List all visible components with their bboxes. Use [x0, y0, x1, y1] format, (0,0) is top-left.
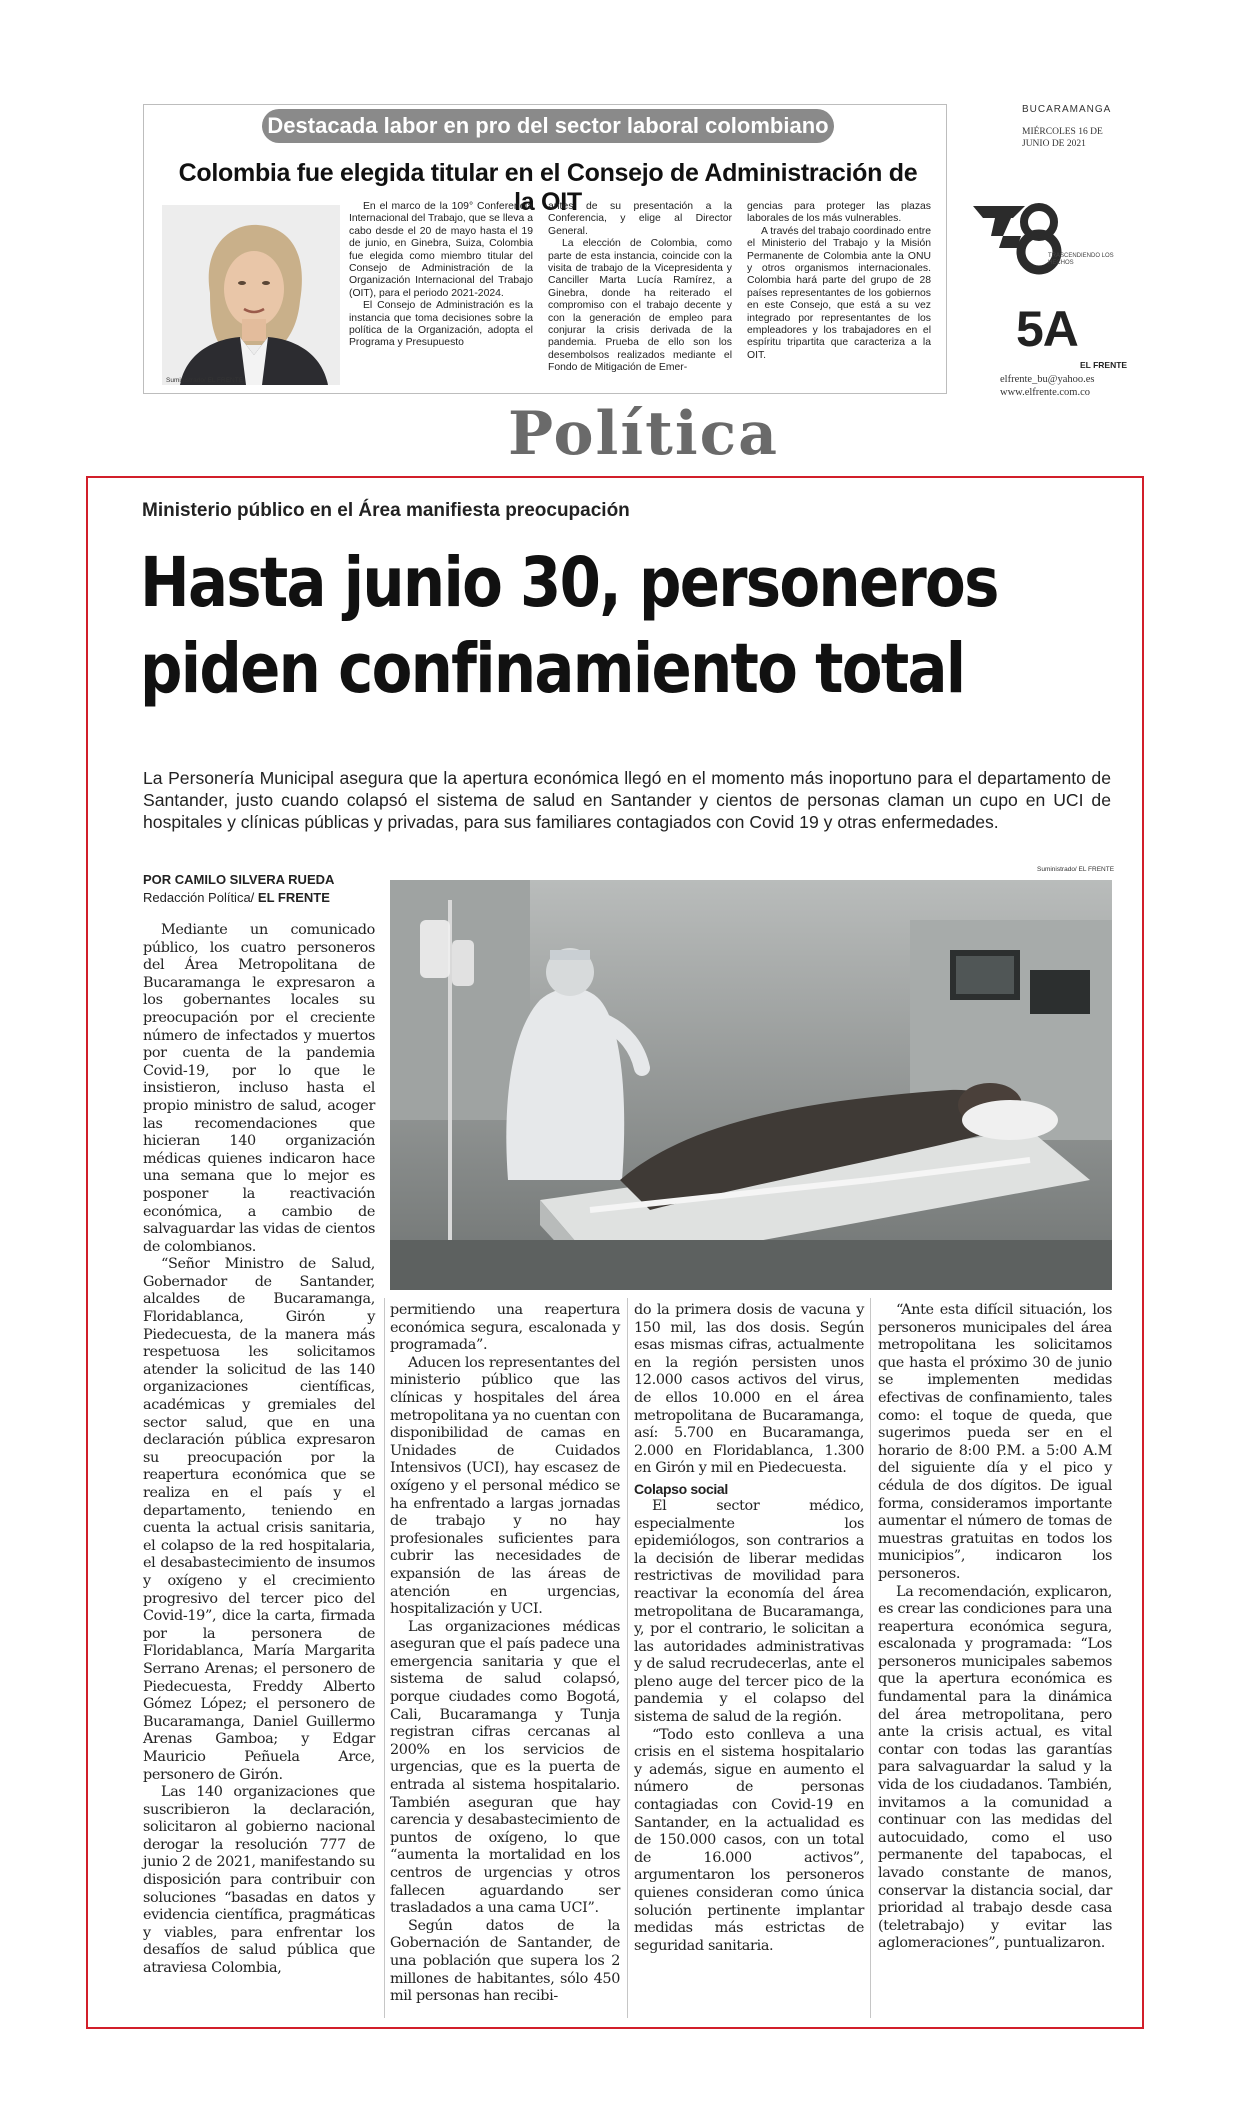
byline: POR CAMILO SILVERA RUEDA — [143, 872, 335, 887]
top-story-column-1 — [349, 201, 533, 350]
paragraph: Las organizaciones médicas aseguran que el país padece una emergencia sanitaria y que el sistema de salud colapsó, porque ciudades como Bogotá, Cali, Bucaramanga y Tunja registran cifras cercanas al 200% en los servicios de urgencias, que es la puerta de entrada al sistema hospitalario. También aseguran que hay carencia y desabastecimiento de puntos de oxígeno, lo que “aumenta la mortalidad en los centros de urgencias y otros fallecen aguardando ser trasladados a una cama UCI”. — [390, 1618, 620, 1917]
paragraph: Las 140 organizaciones que suscribieron la declaración, solicitaron al gobierno nacional derogar la resolución 777 de junio 2 de 2021, manifestando su disposición para contribuir con soluciones “basadas en datos y evidencia científica, pragmáticas y viables, para enfrentar los desafíos de salud pública que atraviesa Colombia, — [143, 1784, 375, 1977]
column-rule — [384, 1298, 385, 2018]
headline-line-2: piden confinamiento total — [140, 629, 965, 709]
paragraph: antes de su presentación a la Conferencia, y elige al Director General. — [548, 201, 732, 237]
icu-photo — [390, 880, 1112, 1290]
article-column-1 — [143, 922, 375, 1978]
masthead-paper-name: EL FRENTE — [1080, 360, 1128, 370]
paragraph: La recomendación, explicaron, es crear las condiciones para una reapertura económica segura, escalonada y programada: “Los personeros municipales sabemos que la apertura económica es fundamental para la dinámica del área metropolitana, pero ante la crisis actual, es vital contar con todas las garantías para salvaguardar la salud y la vida de los ciudadanos. También, invitamos a la comunidad a continuar con las medidas del autocuidado, como el uso permanente del tapabocas, el lavado constante de manos, conservar la distancia social, dar prioridad al trabajo desde casa (teletrabajo) y evitar las aglomeraciones”, puntualizaron. — [878, 1583, 1112, 1952]
paragraph: El sector médico, especialmente los epidemiólogos, son contrarios a la decisión de liberar medidas restrictivas de movilidad para reactivar la economía del área metropolitana de Bucaramanga, y, por el contrario, le solicitan a las autoridades administrativas y de salud recrudecerlas, ante el pleno auge del tercer pico de la pandemia y el colapso del sistema de salud de la región. — [634, 1497, 864, 1726]
paragraph: Aducen los representantes del ministerio público que las clínicas y hospitales del área metropolitana ya no cuentan con disponibilidad de camas en Unidades de Cuidados Intensivos (UCI), hay escasez de oxígeno y el personal médico se ha enfrentado a largas jornadas de trabajo y no hay profesionales suficientes para cubrir las necesidades de expansión de las áreas de atención en urgencias, hospitalización y UCI. — [390, 1354, 620, 1618]
paragraph: Mediante un comunicado público, los cuatro personeros del Área Metropolitana de Bucaramanga le expresaron a los gobernantes locales su preocupación por el creciente número de infectados y muertos por cuenta de la pandemia Covid-19, por lo que le insistieron, incluso hasta el propio ministro de salud, acoger las recomendaciones que hicieran 140 organización médicas quienes indicaron hace una semana que lo mejor es posponer la reactivación económica, a cambio de salvaguardar las vidas de cientos de colombianos. — [143, 922, 375, 1255]
paragraph: gencias para proteger las plazas laborales de los más vulnerables. — [747, 201, 931, 225]
desk-paper: EL FRENTE — [257, 890, 330, 905]
icu-scene-image — [390, 880, 1112, 1290]
article-overline: Ministerio público en el Área manifiesta preocupación — [142, 500, 630, 521]
paragraph: En el marco de la 109° Conferencia Internacional del Trabajo, que se lleva a cabo desde el 20 de mayo hasta el 19 de junio, en Ginebra, Suiza, Colombia fue elegida como miembro titular del Consejo de Administración de la Organización Internacional del Trabajo (OIT), para el periodo 2021-2024. — [349, 201, 533, 299]
masthead-city: BUCARAMANGA — [1022, 104, 1112, 115]
main-photo-credit: Suministrado/ EL FRENTE — [1037, 866, 1115, 873]
article-column-4 — [878, 1302, 1112, 1953]
top-story-kicker: Destacada labor en pro del sector laboral colombiano — [262, 109, 834, 143]
masthead-tagline: TRASCENDIENDO LOS HECHOS — [1048, 253, 1114, 266]
byline-desk — [143, 890, 330, 905]
paragraph: “Señor Ministro de Salud, Gobernador de Santander, alcaldes de Bucaramanga, Floridablanca, Girón y Piedecuesta, de la manera más respetuosa les solicitamos atender la solicitud de las 140 organizaciones científicas, académicas y gremiales del sector salud, que en una declaración pública expresaron su preocupación por la reapertura económica que se realiza en el país y el departamento, teniendo en cuenta la actual crisis sanitaria, el colapso de la red hospitalaria, el desabastecimiento de insumos y oxígeno y el crecimiento progresivo del tercer pico del Covid-19”, dice la carta, firmada por la personera de Floridablanca, María Margarita Serrano Arenas; el personero de Piedecuesta, Freddy Alberto Gómez López; el personero de Bucaramanga, Daniel Guillermo Arenas Gamboa; y Edgar Mauricio Peñuela Arce, personero de Girón. — [143, 1256, 375, 1783]
section-title: Política — [508, 399, 780, 469]
subheading: Colapso social — [634, 1480, 728, 1497]
article-column-2 — [390, 1302, 620, 2006]
paragraph: La elección de Colombia, como parte de esta instancia, coincide con la visita de trabajo de la Vicepresidenta y Canciller Marta Lucía Ramírez, a Ginebra, donde ha reiterado el compromiso con el trabajo decente y con la generación de empleo para conjurar la crisis derivada de la pandemia. Prueba de ello son los desembolsos realizados mediante el Fondo de Mitigación de Emer- — [548, 238, 732, 374]
masthead-website: www.elfrente.com.co — [1000, 387, 1090, 398]
top-story-headline: Colombia fue elegida titular en el Consejo de Administración de la OIT — [178, 159, 918, 216]
masthead-email: elfrente_bu@yahoo.es — [1000, 374, 1095, 385]
paragraph: “Todo esto conlleva a una crisis en el sistema hospitalario y además, sigue en aumento el número de personas contagiadas con Covid-19 en Santander, en la actualidad es de 150.000 casos, con un total de 16.000 activos”, argumentaron los personeros quienes consideran como única solución pertinente implantar medidas más estrictas de seguridad sanitaria. — [634, 1726, 864, 1954]
paragraph: permitiendo una reapertura económica segura, escalonada y programada”. — [390, 1302, 620, 1354]
top-photo-credit: Suministrado/ EL FRENTE — [166, 377, 244, 384]
portrait-photo — [162, 205, 340, 385]
top-story-column-2 — [548, 201, 732, 375]
article-column-3 — [634, 1302, 864, 1955]
paragraph: do la primera dosis de vacuna y 150 mil, las dos dosis. Según esas mismas cifras, actualmente en la región persisten unos 12.000 casos activos del virus, de ellos 10.000 en el área metropolitana de Bucaramanga, así: 5.700 en Bucaramanga, 2.000 en Floridablanca, 1.300 en Girón y mil en Piedecuesta. — [634, 1302, 864, 1477]
column-rule — [627, 1298, 628, 2018]
headline-line-1: Hasta junio 30, personeros — [140, 543, 998, 623]
article-deck: La Personería Municipal asegura que la apertura económica llegó en el momento más inoportuno para el departamento de Santander, justo cuando colapsó el sistema de salud en Santander y cientos de personas claman un cupo en UCI de hospitales y clínicas públicas y privadas, para sus familiares contagiados con Covid 19 y otras enfermedades. — [143, 768, 1111, 832]
top-story-column-3 — [747, 201, 931, 362]
page-number: 5A — [1016, 301, 1078, 357]
column-rule — [870, 1298, 871, 2018]
desk-label: Redacción Política/ — [143, 890, 255, 905]
article-headline — [140, 540, 998, 712]
top-story-box — [143, 104, 947, 394]
portrait-image — [162, 205, 340, 385]
masthead-date: MIÉRCOLES 16 DE JUNIO DE 2021 — [1022, 127, 1103, 149]
paragraph: Según datos de la Gobernación de Santander, de una población que supera los 2 millones de habitantes, sólo 450 mil personas han recibi- — [390, 1917, 620, 2005]
paragraph: El Consejo de Administración es la instancia que toma decisiones sobre la política de la Organización, adopta el Programa y Presupuesto — [349, 300, 533, 349]
paragraph: “Ante esta difícil situación, los personeros municipales del área metropolitana les solicitamos que hasta el próximo 30 de junio se implementen medidas efectivas de confinamiento, tales como: el toque de queda, que sugerimos pueda ser en el horario de 8:00 P.M. a 5:00 A.M del siguiente día y el pico y cédula de dos dígitos. De igual forma, consideramos importante aumentar el número de tomas de muestras gratuitas en todos los municipios”, indicaron los personeros. — [878, 1302, 1112, 1582]
paragraph: A través del trabajo coordinado entre el Ministerio del Trabajo y la Misión Permanente de Colombia ante la ONU y otros organismos internacionales. Colombia hará parte del grupo de 28 países representantes de los gobiernos en este Consejo, que está a su vez integrado por representantes de los empleadores y los trabajadores en el espíritu tripartita que caracteriza a la OIT. — [747, 225, 931, 361]
